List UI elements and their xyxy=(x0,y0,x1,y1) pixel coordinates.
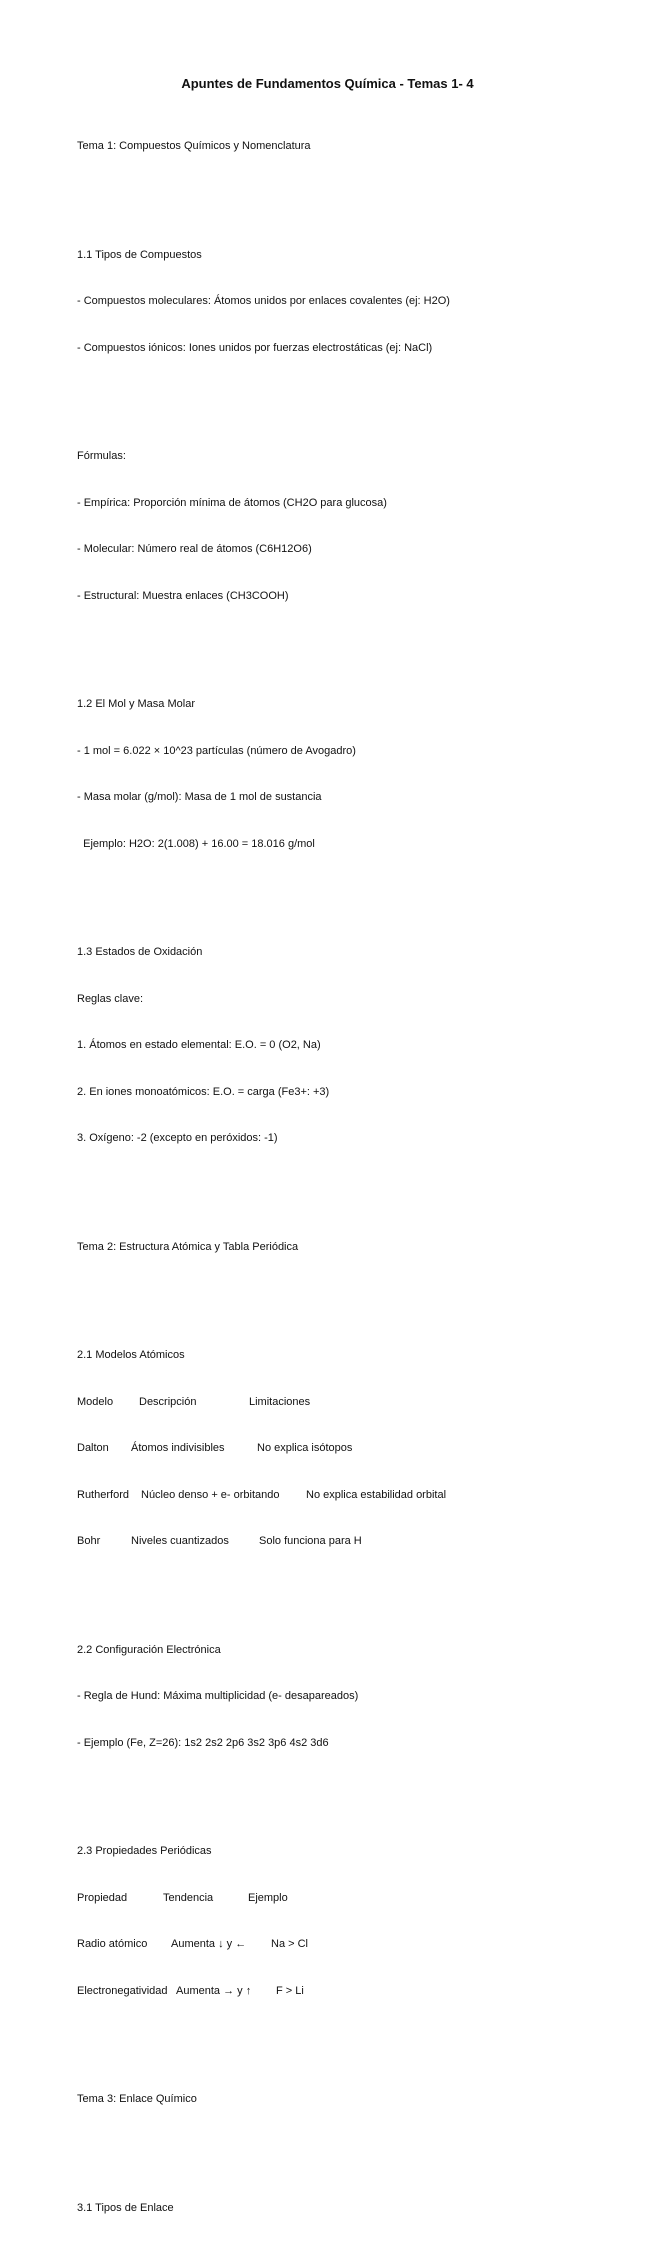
table-cell: Solo funciona para H xyxy=(259,1535,362,1547)
table-row xyxy=(77,1984,637,2000)
table-header-row xyxy=(77,1395,637,1411)
table-row xyxy=(77,1441,637,1457)
table-cell: Na > Cl xyxy=(271,1938,308,1950)
table-header-row xyxy=(77,1891,637,1907)
blank-line xyxy=(77,635,637,651)
blank-line xyxy=(77,1581,637,1597)
list-item: Reglas clave: xyxy=(77,992,144,1005)
blank-line xyxy=(77,2139,637,2155)
blank-line xyxy=(77,387,637,403)
formulas-heading: Fórmulas: xyxy=(77,450,126,462)
list-item: - Ejemplo (Fe, Z=26): 1s2 2s2 2p6 3s2 3p6 4s2 3d6 xyxy=(77,1736,329,1749)
table-cell: Aumenta → y ↑ xyxy=(176,1984,252,1997)
section-2-1-heading: 2.1 Modelos Atómicos xyxy=(77,1349,185,1361)
section-3-1-heading: 3.1 Tipos de Enlace xyxy=(77,2201,174,2214)
table-cell: Átomos indivisibles xyxy=(131,1442,225,1454)
table-cell: No explica estabilidad orbital xyxy=(306,1488,447,1501)
document-body xyxy=(77,108,637,2247)
table-cell: Rutherford xyxy=(77,1488,129,1501)
document-title: Apuntes de Fundamentos Química - Temas 1- 4 xyxy=(181,76,474,91)
table-cell: No explica isótopos xyxy=(257,1442,353,1454)
section-1-1-heading: 1.1 Tipos de Compuestos xyxy=(77,248,202,261)
table-row xyxy=(77,1534,637,1550)
list-item: - Molecular: Número real de átomos (C6H12O6) xyxy=(77,543,312,555)
table-header-cell: Limitaciones xyxy=(249,1395,311,1408)
blank-line xyxy=(77,2030,637,2046)
list-item: Ejemplo: H2O: 2(1.008) + 16.00 = 18.016 g/mol xyxy=(77,837,315,850)
list-item: - Empírica: Proporción mínima de átomos (CH2O para glucosa) xyxy=(77,496,387,509)
table-header-cell: Modelo xyxy=(77,1395,114,1408)
list-item: 2. En iones monoatómicos: E.O. = carga (Fe3+: +3) xyxy=(77,1085,330,1098)
table-cell: Núcleo denso + e- orbitando xyxy=(141,1488,280,1501)
table-header-cell: Tendencia xyxy=(163,1891,214,1904)
tema2-heading: Tema 2: Estructura Atómica y Tabla Periódica xyxy=(77,1240,299,1253)
blank-line xyxy=(77,186,637,202)
table-cell: Aumenta ↓ y ← xyxy=(171,1938,247,1950)
table-row xyxy=(77,1488,637,1504)
tema3-heading: Tema 3: Enlace Químico xyxy=(77,2093,197,2105)
table-header-cell: Propiedad xyxy=(77,1891,128,1904)
list-item: - Estructural: Muestra enlaces (CH3COOH) xyxy=(77,589,289,602)
list-item: - Compuestos iónicos: Iones unidos por fuerzas electrostáticas (ej: NaCl) xyxy=(77,341,433,354)
table-cell: Bohr xyxy=(77,1535,101,1547)
section-1-2-heading: 1.2 El Mol y Masa Molar xyxy=(77,698,195,710)
table-header-cell: Descripción xyxy=(139,1395,197,1408)
list-item: 3. Oxígeno: -2 (excepto en peróxidos: -1) xyxy=(77,1132,278,1144)
table-row xyxy=(77,1937,637,1953)
list-item: - Regla de Hund: Máxima multiplicidad (e- desapareados) xyxy=(77,1690,359,1702)
blank-line xyxy=(77,1178,637,1194)
table-cell: Electronegatividad xyxy=(77,1984,168,1997)
list-item: - Compuestos moleculares: Átomos unidos por enlaces covalentes (ej: H2O) xyxy=(77,295,450,307)
list-item: - 1 mol = 6.022 × 10^23 partículas (número de Avogadro) xyxy=(77,744,356,757)
list-item: 1. Átomos en estado elemental: E.O. = 0 (O2, Na) xyxy=(77,1039,321,1051)
section-1-3-heading: 1.3 Estados de Oxidación xyxy=(77,946,203,958)
list-item: - Masa molar (g/mol): Masa de 1 mol de sustancia xyxy=(77,791,322,803)
section-2-2-heading: 2.2 Configuración Electrónica xyxy=(77,1643,221,1656)
blank-line xyxy=(77,1286,637,1302)
blank-line xyxy=(77,1782,637,1798)
table-cell: Dalton xyxy=(77,1442,109,1454)
table-header-cell: Ejemplo xyxy=(248,1891,288,1904)
table-cell: Radio atómico xyxy=(77,1938,148,1950)
table-cell: Niveles cuantizados xyxy=(131,1535,229,1547)
blank-line xyxy=(77,883,637,899)
tema1-heading: Tema 1: Compuestos Químicos y Nomenclatura xyxy=(77,140,311,152)
table-cell: F > Li xyxy=(276,1984,304,1997)
section-2-3-heading: 2.3 Propiedades Periódicas xyxy=(77,1845,212,1857)
